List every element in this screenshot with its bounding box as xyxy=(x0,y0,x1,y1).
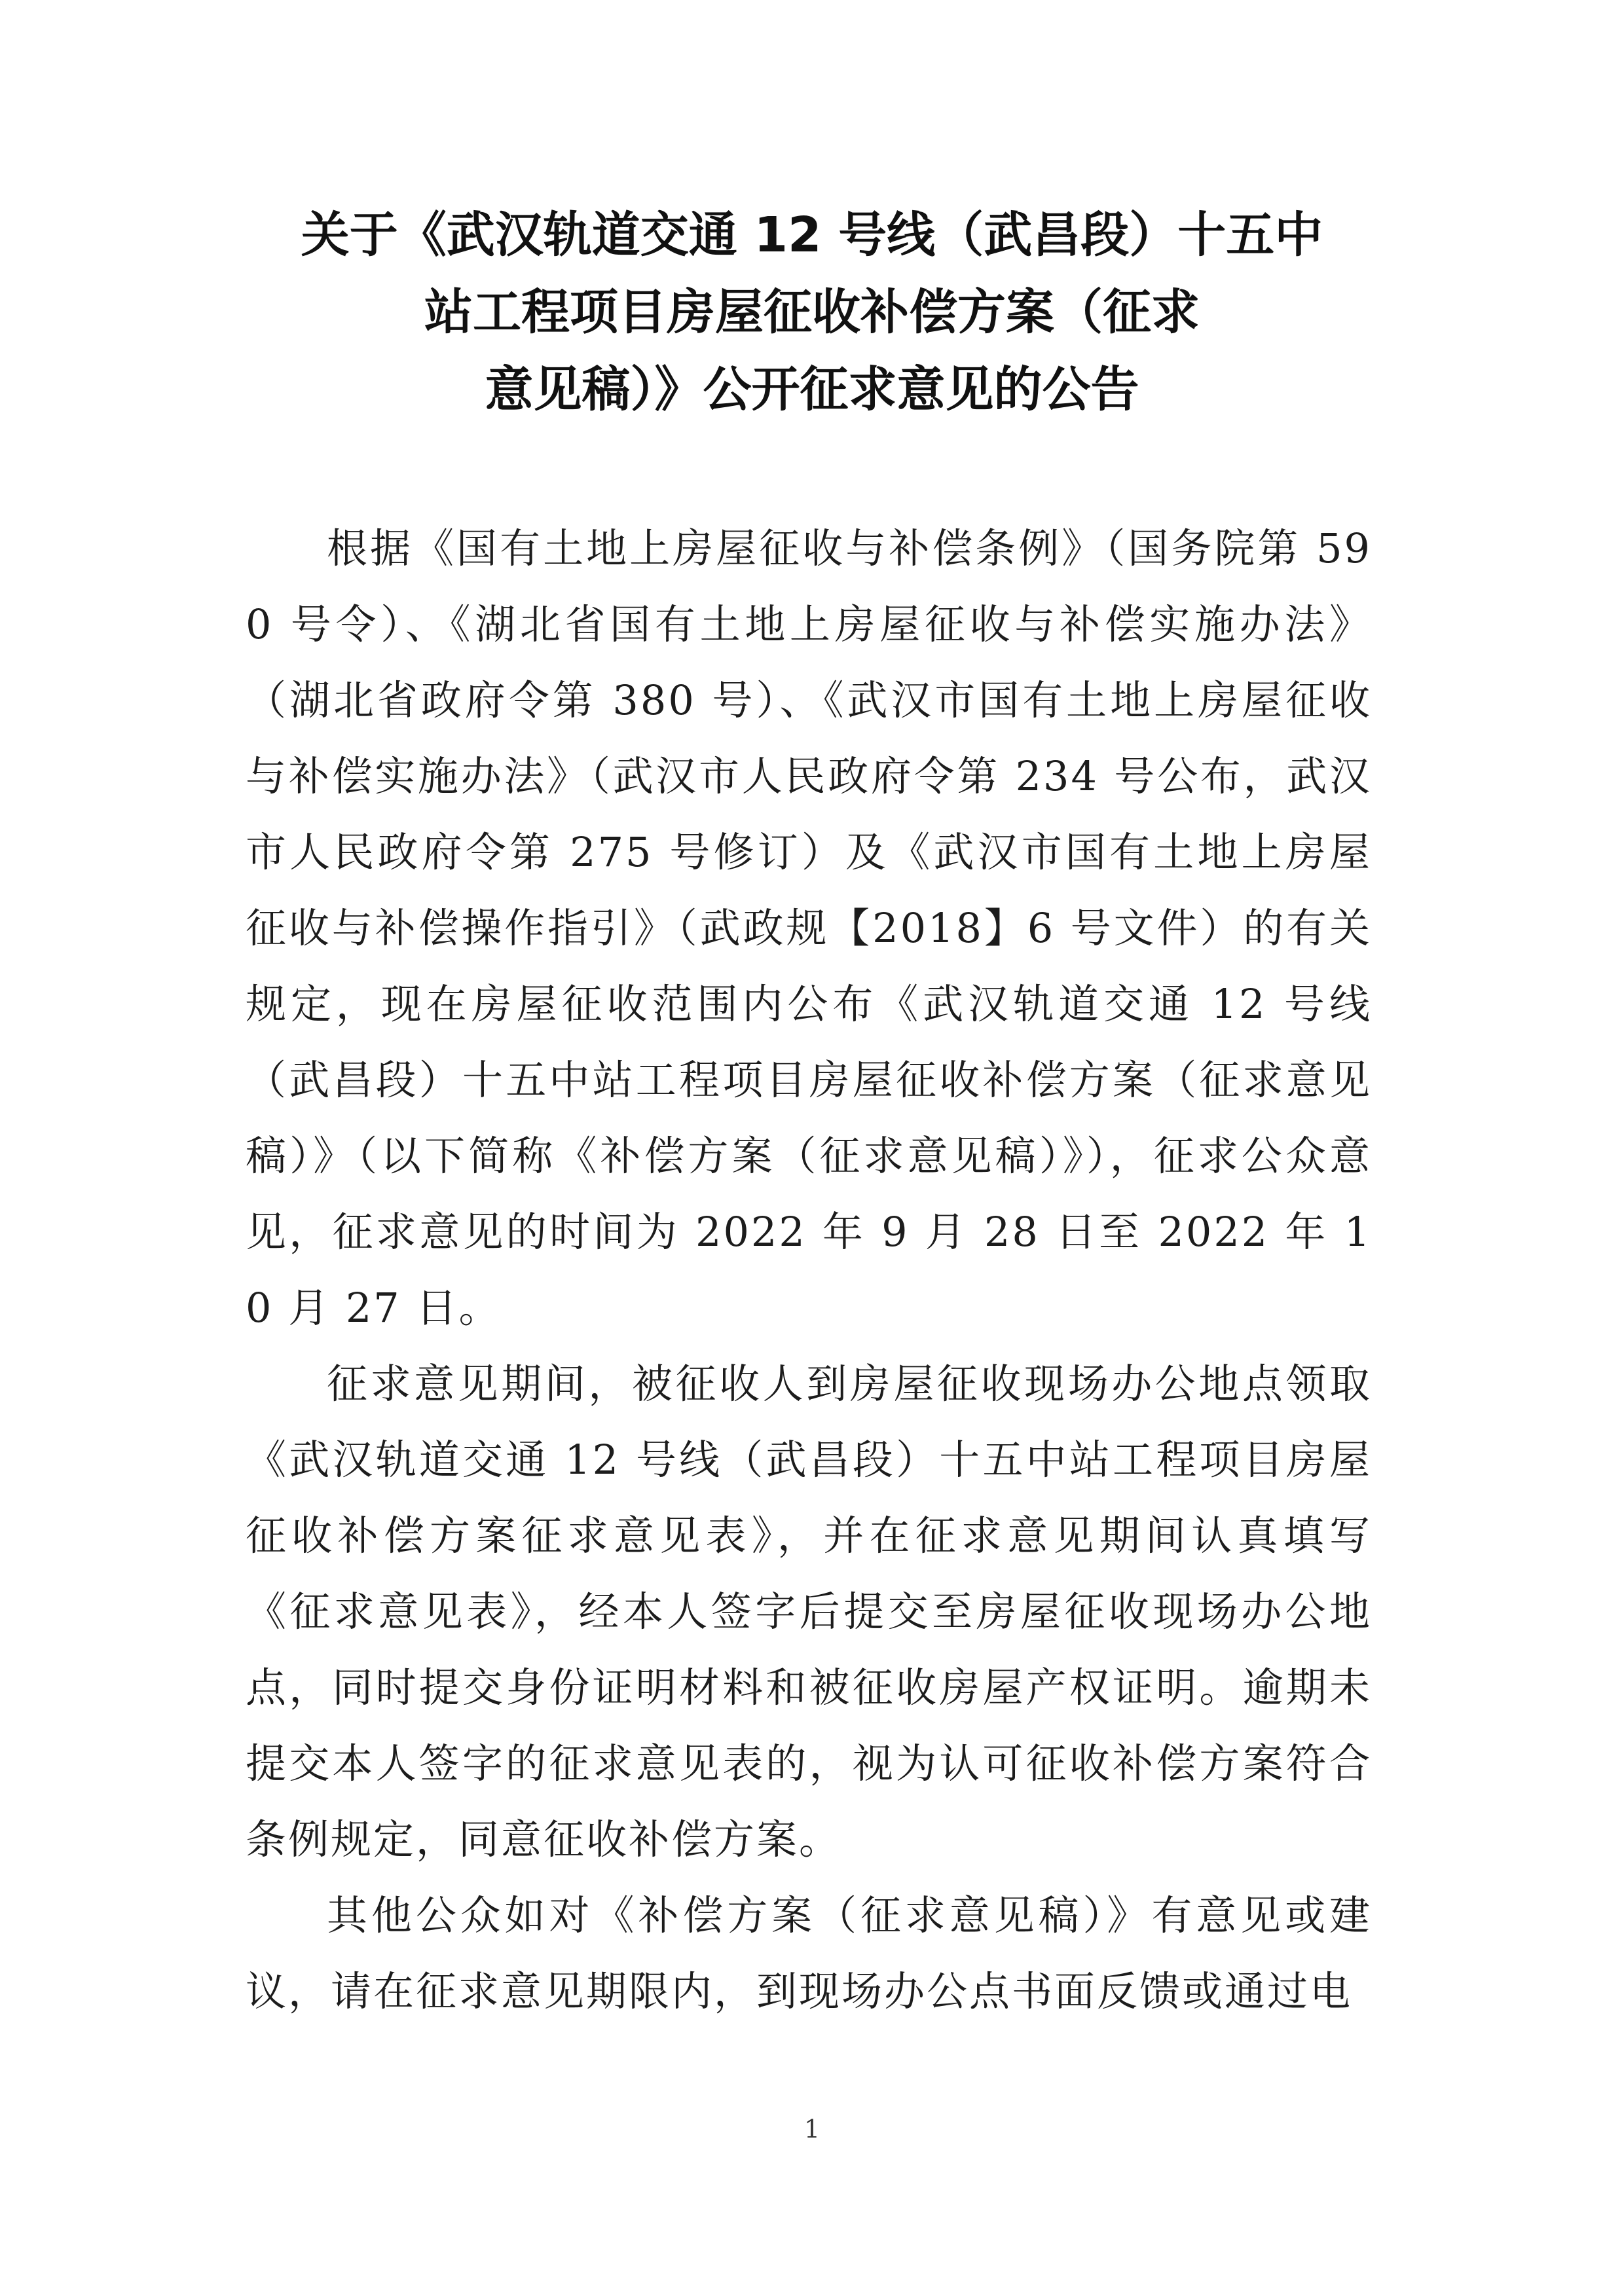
paragraph-legal-basis: 根据《国有土地上房屋征收与补偿条例》（国务院第 590 号令）、《湖北省国有土地上房屋征收与补偿实施办法》（湖北省政府令第 380 号）、《武汉市国有土地上房屋征收与补偿实施办法》（武汉市人民政府令第 234 号公布，武汉市人民政府令第 275 号修订）及《武汉市国有土地上房屋征收与补偿操作指引》（武政规【2018】6 号文件）的有关规定，现在房屋征收范围内公布《武汉轨道交通 12 号线（武昌段）十五中站工程项目房屋征收补偿方案（征求意见稿）》（以下简称《补偿方案（征求意见稿）》），征求公众意见，征求意见的时间为 2022 年 9 月 28 日至 2022 年 10 月 27 日。 xyxy=(246,524,1372,1332)
title-line-2: 站工程项目房屋征收补偿方案（征求 xyxy=(424,284,1200,340)
paragraph-procedure: 征求意见期间，被征收人到房屋征收现场办公地点领取《武汉轨道交通 12 号线（武昌段）十五中站工程项目房屋征收补偿方案征求意见表》，并在征求意见期间认真填写《征求意见表》，经本人签字后提交至房屋征收现场办公地点，同时提交身份证明材料和被征收房屋产权证明。逾期未提交本人签字的征求意见表的，视为认可征收补偿方案符合条例规定，同意征收补偿方案。 xyxy=(246,1360,1372,1863)
paragraph-public-feedback: 其他公众如对《补偿方案（征求意见稿）》有意见或建议，请在征求意见期限内，到现场办公点书面反馈或通过电 xyxy=(246,1891,1372,2015)
page-number: 1 xyxy=(803,2115,821,2143)
title-line-1: 关于《武汉轨道交通 12 号线（武昌段）十五中 xyxy=(301,207,1323,263)
document-title xyxy=(196,196,1428,428)
title-line-3: 意见稿）》公开征求意见的公告 xyxy=(485,361,1139,418)
document-body xyxy=(246,511,1372,2030)
